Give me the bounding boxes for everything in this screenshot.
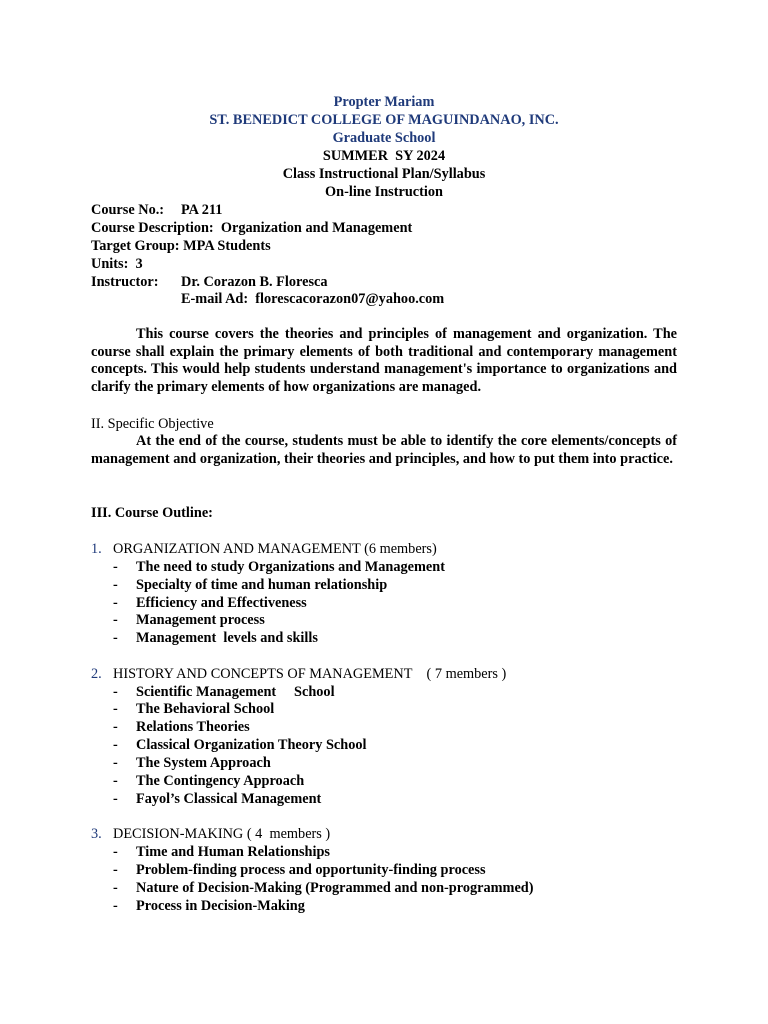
email	[181, 290, 444, 308]
email-label: E-mail Ad:	[181, 291, 249, 307]
objective-heading: II. Specific Objective	[91, 416, 214, 432]
list-item: - Time and Human Relationships	[113, 844, 330, 860]
list-item: - Fayol’s Classical Management	[113, 791, 322, 807]
target-group	[91, 237, 271, 255]
school-name: Graduate School	[332, 130, 436, 146]
list-item: - The Contingency Approach	[113, 773, 305, 789]
course-description	[91, 219, 412, 237]
document-type: Class Instructional Plan/Syllabus	[282, 166, 486, 182]
list-item: - The Behavioral School	[113, 701, 275, 717]
section-number: 1.	[91, 541, 102, 557]
list-item: - Scientific Management School	[113, 684, 335, 700]
instructor-value: Dr. Corazon B. Floresca	[181, 274, 328, 290]
instruction-mode: On-line Instruction	[325, 184, 443, 200]
course-overview-text: This course covers the theories and principles of management and organization. The course shall explain the primary elements of both traditional and contemporary management concepts. This would help students understand management's importance to organizations and clarify the primary elements of how organizations are managed.	[91, 326, 677, 396]
course-overview	[91, 326, 677, 397]
list-item: - Management process	[113, 612, 265, 628]
list-item: - Relations Theories	[113, 719, 250, 735]
target-group-label: Target Group:	[91, 238, 180, 254]
institution-name: ST. BENEDICT COLLEGE OF MAGUINDANAO, INC.	[209, 112, 559, 128]
objective-paragraph	[91, 433, 677, 468]
list-item: - The need to study Organizations and Management	[113, 559, 445, 575]
list-item: - Management levels and skills	[113, 630, 318, 646]
course-description-value: Organization and Management	[220, 220, 413, 236]
list-item: - Efficiency and Effectiveness	[113, 595, 307, 611]
section-title: HISTORY AND CONCEPTS OF MANAGEMENT ( 7 members )	[113, 666, 507, 682]
target-group-value: MPA Students	[183, 238, 271, 254]
units	[91, 255, 143, 273]
list-item: - Problem-finding process and opportunity-finding process	[113, 862, 486, 878]
list-item: - The System Approach	[113, 755, 271, 771]
section-title: DECISION-MAKING ( 4 members )	[113, 826, 331, 842]
instructor-label: Instructor:	[91, 274, 159, 290]
units-value: 3	[135, 256, 143, 272]
outline-heading: III. Course Outline:	[91, 505, 213, 521]
list-item: - Nature of Decision-Making (Programmed and non-programmed)	[113, 880, 534, 896]
term: SUMMER SY 2024	[322, 148, 446, 164]
section-title: ORGANIZATION AND MANAGEMENT (6 members)	[113, 541, 437, 557]
course-no	[91, 201, 222, 219]
course-no-label: Course No.:	[91, 202, 165, 218]
motto: Propter Mariam	[333, 94, 435, 110]
course-description-label: Course Description:	[91, 220, 214, 236]
list-item: - Specialty of time and human relationship	[113, 577, 388, 593]
list-item: - Classical Organization Theory School	[113, 737, 367, 753]
instructor	[91, 273, 328, 291]
objective-text: At the end of the course, students must be able to identify the core elements/concepts of management and organization, their theories and principles, and how to put them into practice.	[91, 433, 677, 467]
email-value: florescacorazon07@yahoo.com	[255, 291, 445, 307]
units-label: Units:	[91, 256, 129, 272]
course-no-value: PA 211	[181, 202, 223, 218]
section-number: 3.	[91, 826, 102, 842]
list-item: - Process in Decision-Making	[113, 898, 305, 914]
section-number: 2.	[91, 666, 102, 682]
